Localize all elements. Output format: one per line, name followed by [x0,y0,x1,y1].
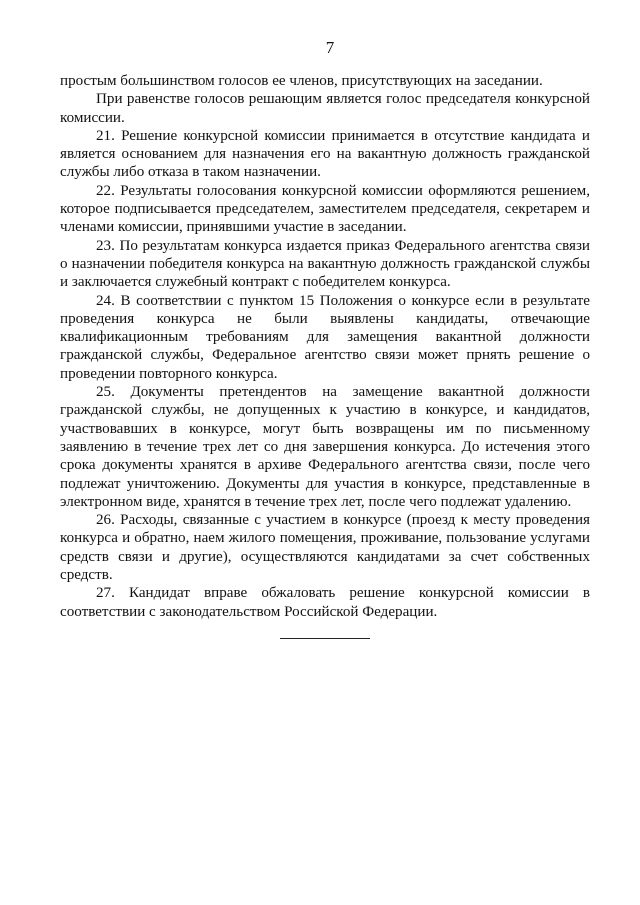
paragraph-25: 25. Документы претендентов на замещение вакантной должности гражданской службы, не допущенных к участию в конкурсе, и кандидатов, участвовавших в конкурсе, могут быть возвращены им по письменному заявлению в течение трех лет со дня завершения конкурса. До истечения этого срока документы хранятся в архиве Федерального агентства связи, после чего подлежат уничтожению. Документы для участия в конкурсе, представленные в электронном виде, хранятся в течение трех лет, после чего подлежат удалению. [60,384,590,510]
paragraph-23: 23. По результатам конкурса издается приказ Федерального агентства связи о назначении победителя конкурса на вакантную должность гражданской службы и заключается служебный контракт с победителем конкурса. [60,237,590,291]
paragraph-21: 21. Решение конкурсной комиссии принимается в отсутствие кандидата и является основанием для назначения его на вакантную должность гражданской службы либо отказа в таком назначении. [60,127,590,181]
end-separator-line [280,638,370,639]
document-body [60,72,590,621]
paragraph-24: 24. В соответствии с пунктом 15 Положения о конкурсе если в результате проведения конкурса не были выявлены кандидаты, отвечающие квалификационным требованиям для замещения вакантной должности гражданской службы, Федеральное агентство связи может прнять решение о проведении повторного конкурса. [60,292,590,382]
paragraph-26: 26. Расходы, связанные с участием в конкурсе (проезд к месту проведения конкурса и обратно, наем жилого помещения, проживание, пользование услугами средств связи и другие), осуществляются кандидатами за счет собственных средств. [60,512,590,584]
paragraph-tie-vote: При равенстве голосов решающим является голос председателя конкурсной комиссии. [60,91,590,126]
page-number: 7 [325,38,335,57]
paragraph-22: 22. Результаты голосования конкурсной комиссии оформляются решением, которое подписывается председателем, заместителем председателя, секретарем и членами комиссии, принявшими участие в заседании. [60,182,590,236]
paragraph-continuation: простым большинством голосов ее членов, присутствующих на заседании. [60,73,543,89]
paragraph-27: 27. Кандидат вправе обжаловать решение конкурсной комиссии в соответствии с законодательством Российской Федерации. [60,585,590,620]
